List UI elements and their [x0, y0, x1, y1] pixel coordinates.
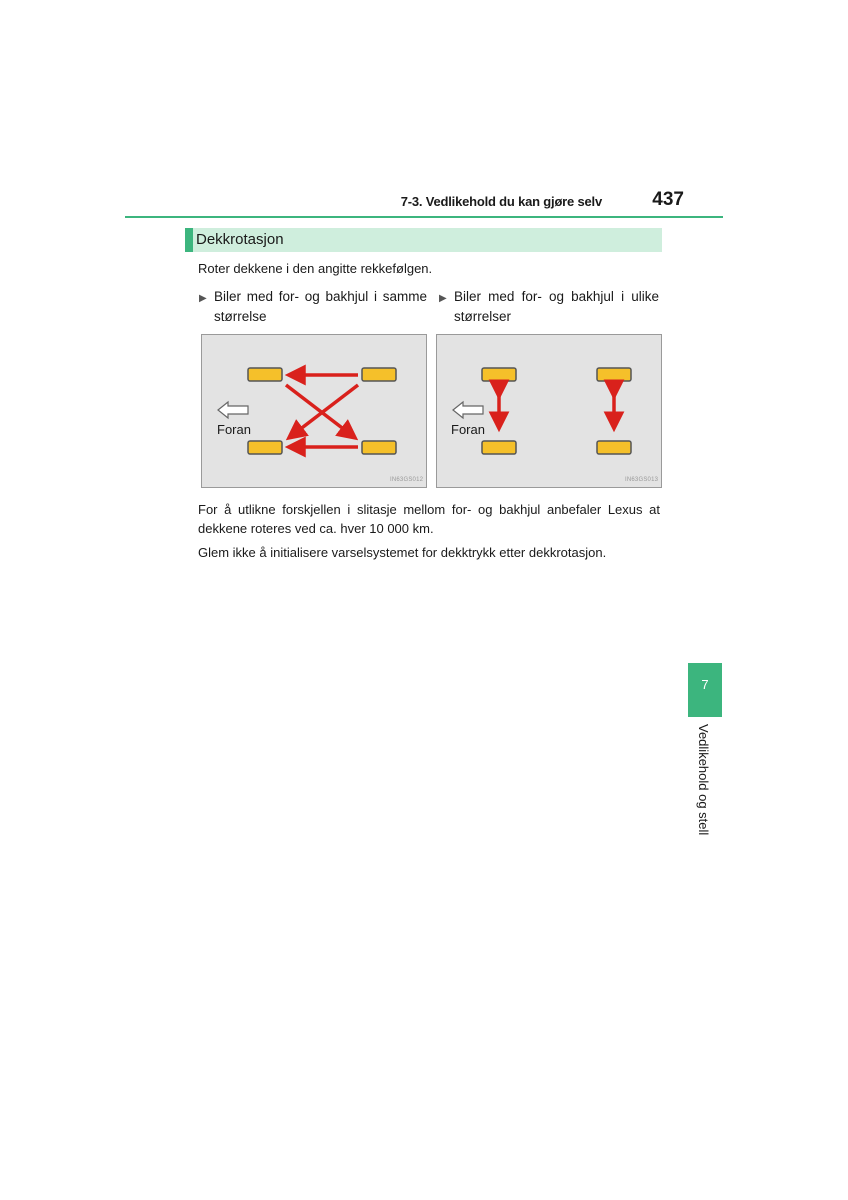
tire-rear-right — [362, 441, 396, 454]
cross-rotation-illustration — [202, 335, 428, 489]
same-side-rotation-illustration — [437, 335, 663, 489]
rotation-diagram-cross — [201, 334, 427, 488]
tire-rear-right — [597, 441, 631, 454]
front-arrow-icon — [218, 402, 248, 418]
chapter-tab[interactable] — [688, 663, 722, 717]
intro-text: Roter dekkene i den angitte rekkefølgen. — [198, 261, 433, 276]
option-same-size — [199, 287, 427, 327]
tire-rear-left — [362, 368, 396, 381]
front-arrow-icon — [453, 402, 483, 418]
front-label: Foran — [451, 422, 485, 437]
option-text: Biler med for- og bakhjul i ulike størrelser — [454, 289, 659, 324]
tire-front-right — [248, 441, 282, 454]
arrow-front-to-rear-cross — [286, 385, 354, 437]
option-text: Biler med for- og bakhjul i samme størrelse — [214, 289, 427, 324]
reset-warning-paragraph: Glem ikke å initialisere varselsystemet for dekktrykk etter dekkrotasjon. — [198, 545, 607, 560]
chapter-tab-label: Vedlikehold og stell — [696, 724, 711, 836]
arrow-rear-to-front-cross — [290, 385, 358, 437]
page-number: 437 — [652, 189, 684, 210]
option-different-size — [439, 287, 659, 327]
front-label: Foran — [217, 422, 251, 437]
tire-front-left — [482, 368, 516, 381]
bullet-marker-icon: ▶ — [439, 293, 447, 304]
header-rule — [125, 216, 723, 218]
tire-front-left — [248, 368, 282, 381]
chapter-title: 7-3. Vedlikehold du kan gjøre selv — [400, 194, 602, 209]
section-title: Dekkrotasjon — [196, 231, 284, 248]
diagram-code: IN63GS013 — [625, 477, 659, 483]
diagram-code: IN63GS012 — [390, 477, 424, 483]
tire-rear-left — [597, 368, 631, 381]
rotation-diagram-same-side — [436, 334, 662, 488]
rotation-interval-paragraph: For å utlikne forskjellen i slitasje mellom for- og bakhjul anbefaler Lexus at dekkene roteres ved ca. hver 10 000 km. — [198, 502, 660, 536]
tire-front-right — [482, 441, 516, 454]
bullet-marker-icon: ▶ — [199, 293, 207, 304]
chapter-tab-number: 7 — [701, 677, 709, 692]
